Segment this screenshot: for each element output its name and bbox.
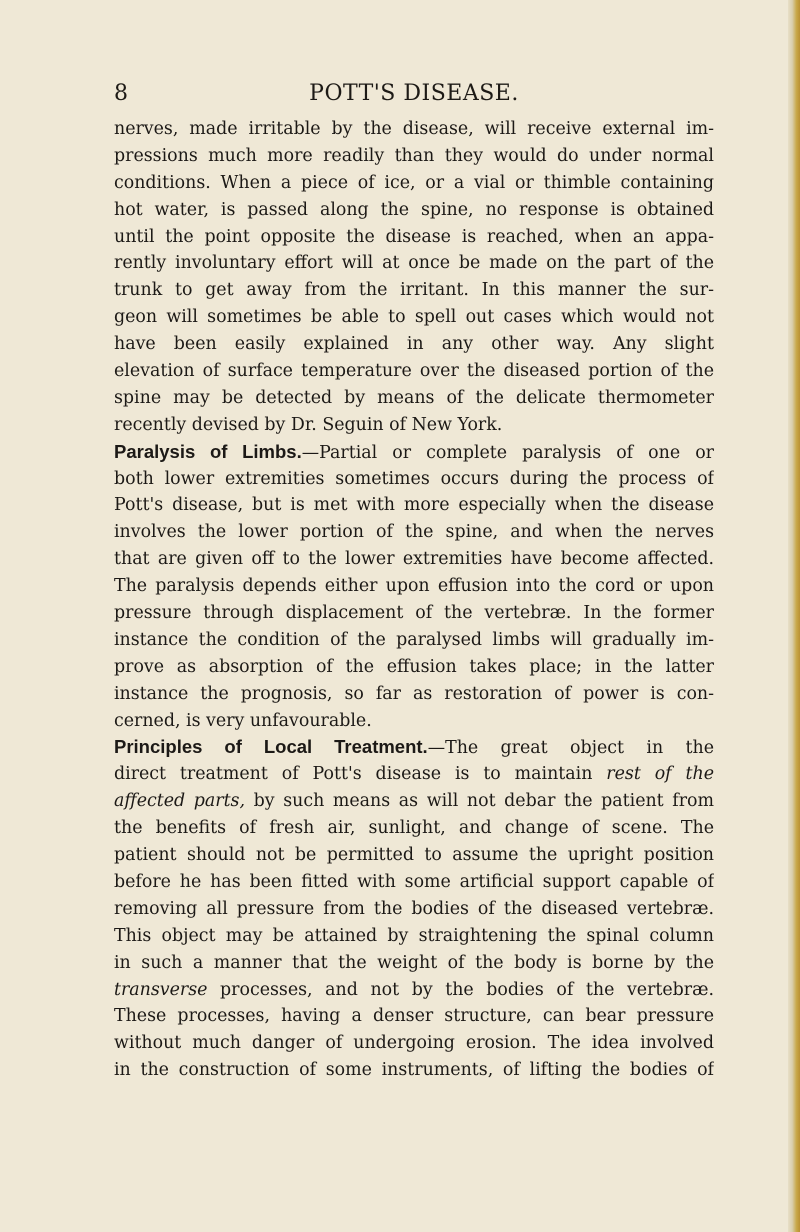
- text-line: instance the condition of the paralysed limbs will gradually im-: [114, 629, 714, 650]
- text-line: These processes, having a denser structure, can bear pressure: [114, 1006, 714, 1027]
- text-line: rently involuntary effort will at once be made on the part of the: [114, 253, 714, 274]
- text-line: Pott's disease, but is met with more especially when the disease: [114, 495, 714, 516]
- section-line-treatment: Principles of Local Treatment.—The great object in the: [114, 736, 714, 759]
- body-text: [114, 116, 714, 1084]
- text-line: before he has been fitted with some artificial support capable of: [114, 871, 714, 892]
- text-line: removing all pressure from the bodies of the diseased vertebræ.: [114, 898, 714, 919]
- text-line: both lower extremities sometimes occurs during the process of: [114, 468, 714, 489]
- section-heading-paralysis: Paralysis of Limbs.: [114, 440, 302, 462]
- running-title: POTT'S DISEASE.: [309, 81, 519, 106]
- text-line: patient should not be permitted to assume the upright position: [114, 845, 714, 866]
- text-line: geon will sometimes be able to spell out cases which would not: [114, 307, 714, 328]
- text-line: involves the lower portion of the spine, and when the nerves: [114, 522, 714, 543]
- page-edge: [788, 0, 800, 1232]
- text-line: The paralysis depends either upon effusion into the cord or upon: [114, 576, 714, 597]
- page-number: 8: [114, 81, 128, 106]
- text-line: direct treatment of Pott's disease is to maintain rest of the: [114, 764, 714, 785]
- text-line: instance the prognosis, so far as restoration of power is con-: [114, 683, 714, 704]
- page-header: [114, 76, 714, 112]
- text-line: hot water, is passed along the spine, no response is obtained: [114, 199, 714, 220]
- section-heading-treatment: Principles of Local Treatment.: [114, 736, 428, 758]
- section-line-paralysis: Paralysis of Limbs.—Partial or complete paralysis of one or: [114, 440, 714, 463]
- text-line: prove as absorption of the effusion takes place; in the latter: [114, 656, 714, 677]
- text-line: conditions. When a piece of ice, or a vial or thimble containing: [114, 172, 714, 193]
- text-line: that are given off to the lower extremities have become affected.: [114, 549, 714, 570]
- text-line: in such a manner that the weight of the body is borne by the: [114, 952, 714, 973]
- italic-phrase: transverse: [114, 979, 208, 1000]
- text-line: recently devised by Dr. Seguin of New York.: [114, 414, 503, 435]
- text-line: affected parts, by such means as will not debar the patient from: [114, 791, 714, 812]
- italic-phrase: rest of the: [606, 764, 714, 785]
- text-line: without much danger of undergoing erosion. The idea involved: [114, 1033, 714, 1054]
- text-line: pressure through displacement of the vertebræ. In the former: [114, 603, 714, 624]
- text-line: in the construction of some instruments, of lifting the bodies of: [114, 1060, 714, 1081]
- text-line: have been easily explained in any other way. Any slight: [114, 334, 714, 355]
- text-line: nerves, made irritable by the disease, will receive external im-: [114, 119, 714, 139]
- text-line: spine may be detected by means of the delicate thermometer: [114, 387, 714, 408]
- italic-phrase: affected parts,: [114, 791, 246, 812]
- text-line: elevation of surface temperature over the diseased portion of the: [114, 361, 714, 382]
- text-line: cerned, is very unfavourable.: [114, 710, 372, 731]
- text-line: pressions much more readily than they would do under normal: [114, 145, 714, 166]
- text-line: transverse processes, and not by the bodies of the vertebræ.: [114, 979, 714, 1000]
- text-line: trunk to get away from the irritant. In this manner the sur-: [114, 280, 714, 301]
- text-line: until the point opposite the disease is reached, when an appa-: [114, 226, 714, 247]
- text-line: This object may be attained by straightening the spinal column: [114, 925, 714, 946]
- text-line: the benefits of fresh air, sunlight, and change of scene. The: [114, 818, 714, 839]
